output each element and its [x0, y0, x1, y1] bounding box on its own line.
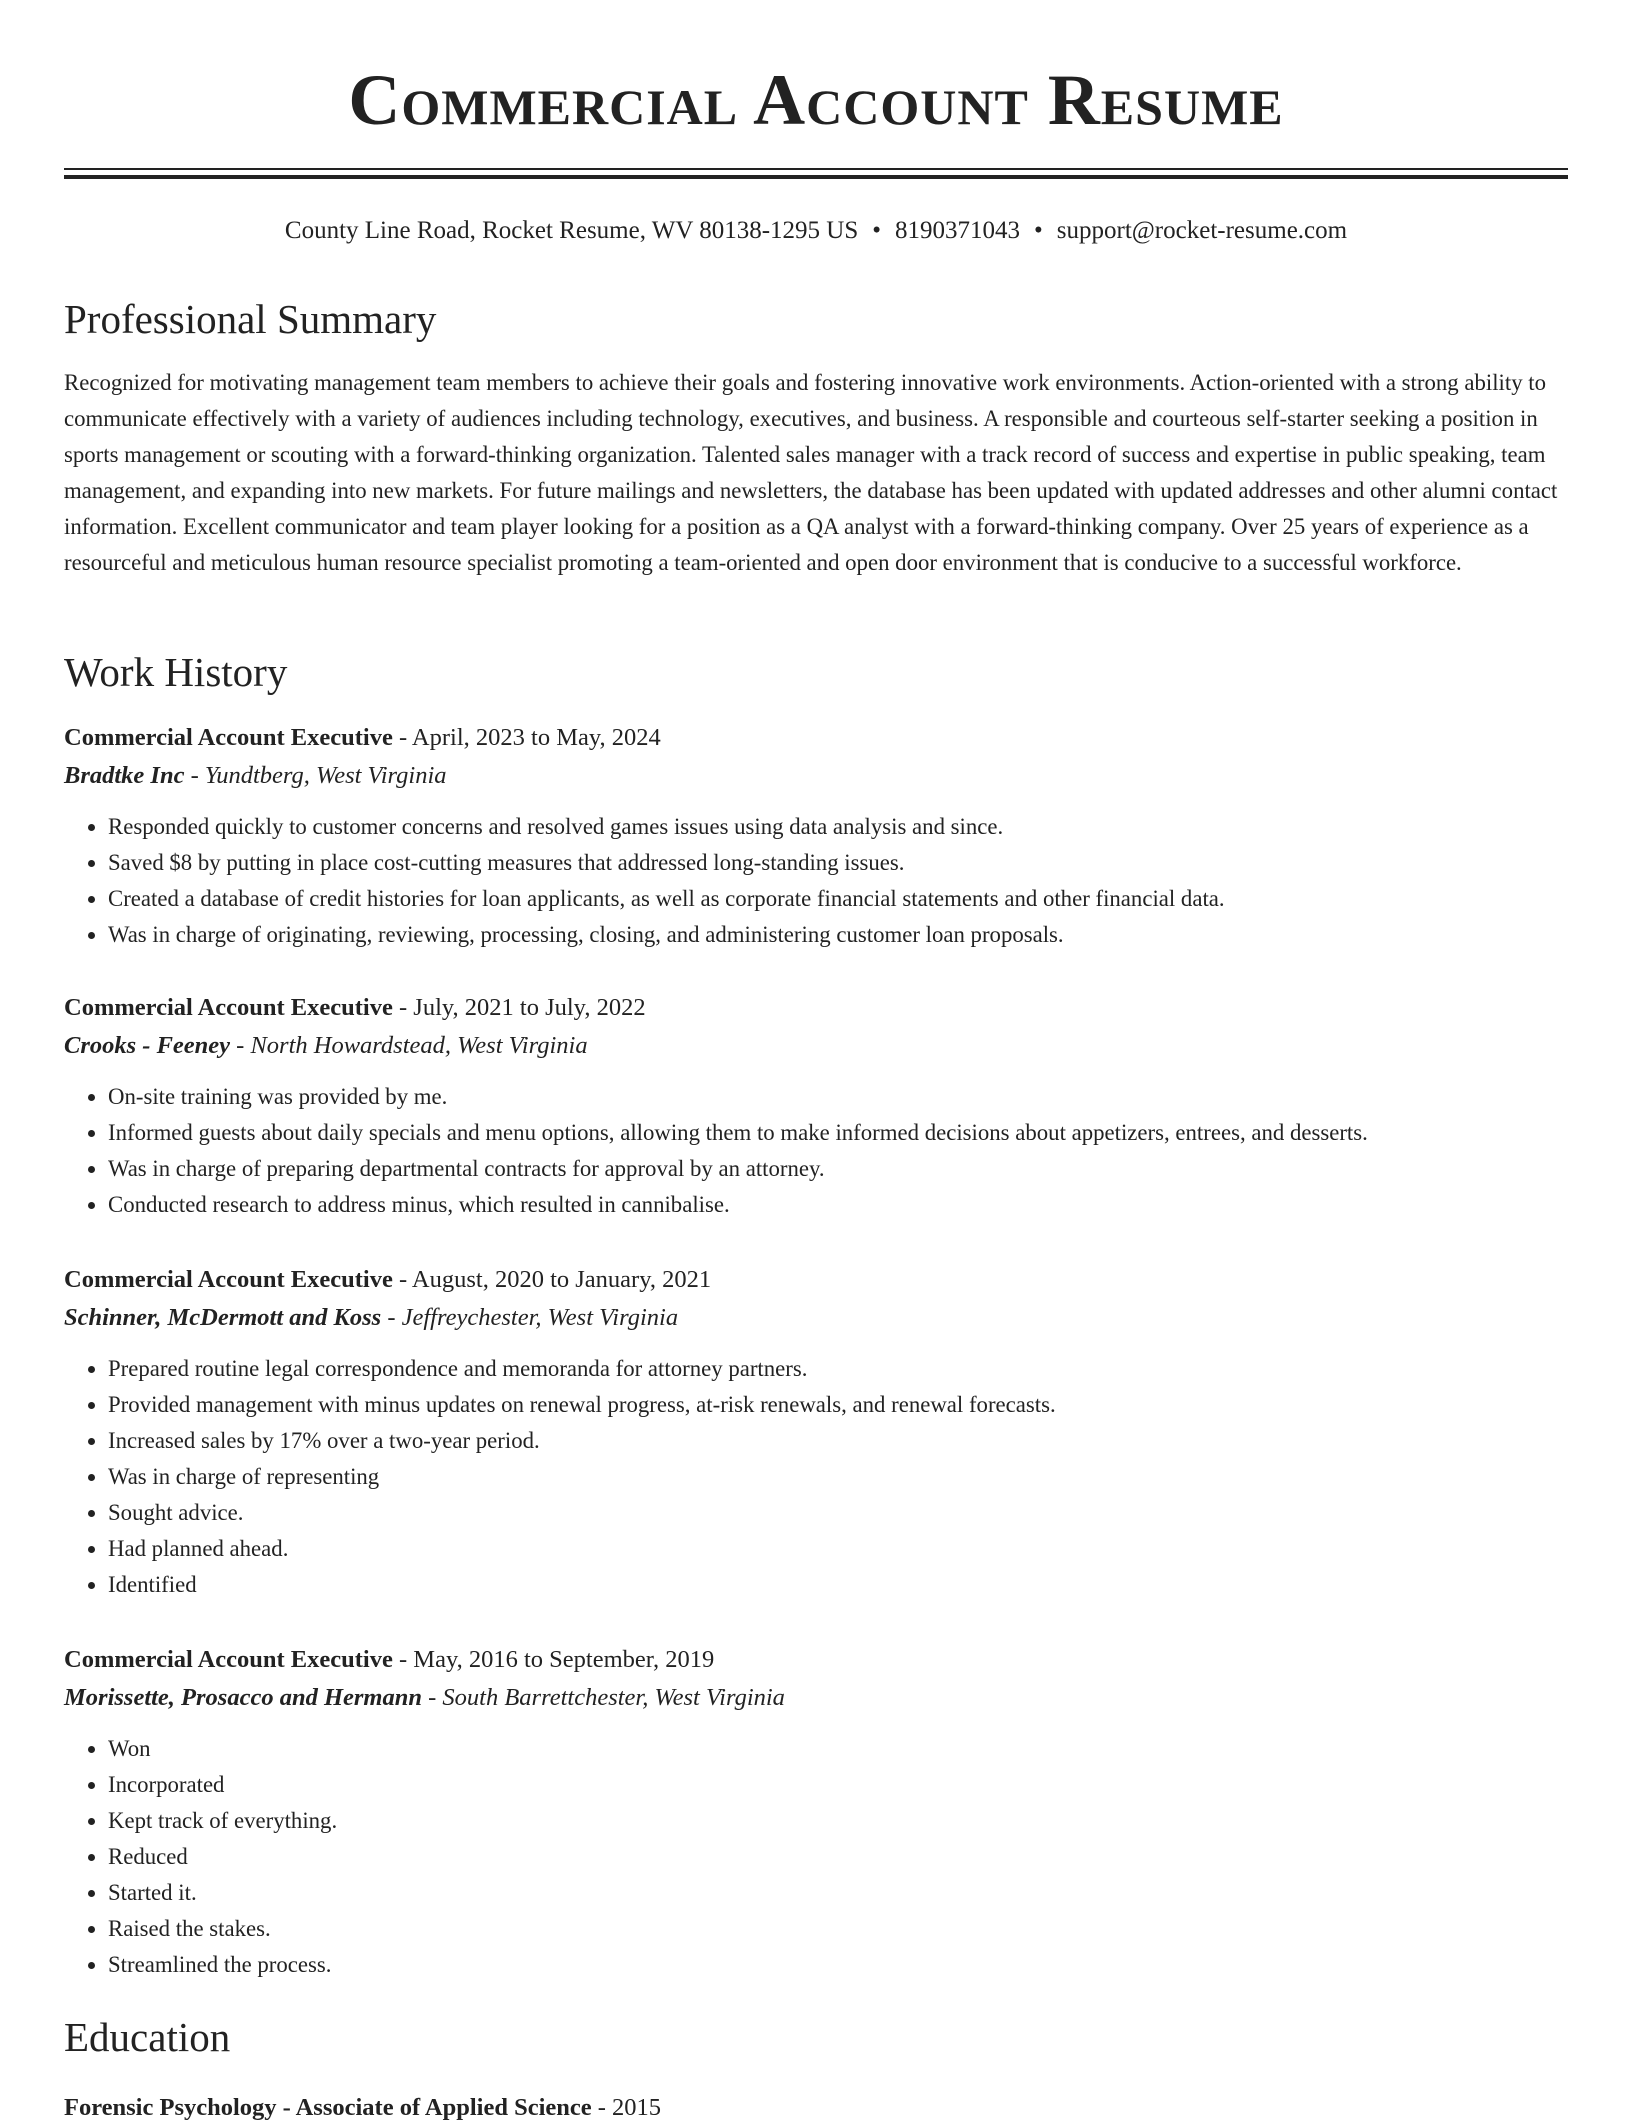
job-entry [64, 719, 1568, 953]
summary-text: Recognized for motivating management team members to achieve their goals and fostering innovative work environments. Action-oriented with a strong ability to communicate effectively with a variety of audiences including technology, executives, and business. A responsible and courteous self-starter seeking a position in sports management or scouting with a forward-thinking organization. Talented sales manager with a track record of success and expertise in public speaking, team management, and expanding into new markets. For future mailings and newsletters, the database has been updated with updated addresses and other alumni contact information. Excellent communicator and team player looking for a position as a QA analyst with a forward-thinking company. Over 25 years of experience as a resourceful and meticulous human resource specialist promoting a team-oriented and open door environment that is conducive to a successful workforce. [64, 370, 1558, 575]
education-entry [64, 2089, 661, 2127]
list-item: • Streamlined the process. [108, 1947, 1568, 1983]
job-title-line [64, 1261, 1568, 1299]
list-item: • On-site training was provided by me. [108, 1079, 1568, 1115]
list-item: • Conducted research to address minus, which resulted in cannibalise. [108, 1187, 1568, 1223]
list-item: • Identified [108, 1567, 1568, 1603]
contact-line [64, 214, 1568, 248]
list-item: • Kept track of everything. [108, 1803, 1568, 1839]
resume-page [64, 0, 1568, 2121]
contact-separator: • [1034, 217, 1043, 244]
list-item: • Responded quickly to customer concerns and resolved games issues using data analysis and since. [108, 809, 1568, 845]
job-dates: - August, 2020 to January, 2021 [392, 1266, 712, 1293]
job-title: Commercial Account Executive [64, 994, 393, 1021]
list-item: • Won [108, 1731, 1568, 1767]
list-item: • Incorporated [108, 1767, 1568, 1803]
job-entry [64, 989, 1568, 1223]
education-year: - 2015 [591, 2094, 662, 2121]
contact-address: County Line Road, Rocket Resume, WV 80138-1295 US [284, 217, 859, 244]
job-dates: - May, 2016 to September, 2019 [392, 1646, 715, 1673]
title-divider-thin [64, 168, 1568, 170]
list-item: • Provided management with minus updates on renewal progress, at-risk renewals, and renewal forecasts. [108, 1387, 1568, 1423]
job-location: - Yundtberg, West Virginia [184, 762, 447, 789]
list-item: • Informed guests about daily specials and menu options, allowing them to make informed decisions about appetizers, entrees, and desserts. [108, 1115, 1568, 1151]
job-entry [64, 1261, 1568, 1603]
job-bullets [64, 1079, 1568, 1223]
job-title-line [64, 719, 1568, 757]
contact-email: support@rocket-resume.com [1056, 217, 1348, 244]
job-title: Commercial Account Executive [64, 1646, 393, 1673]
education-heading: Education [64, 2014, 231, 2060]
job-company-line [64, 757, 1568, 795]
list-item: • Had planned ahead. [108, 1531, 1568, 1567]
job-title-line [64, 1641, 1568, 1679]
job-bullets [64, 1351, 1568, 1603]
list-item: • Was in charge of representing [108, 1459, 1568, 1495]
summary-heading: Professional Summary [64, 296, 437, 342]
contact-phone: 8190371043 [895, 217, 1021, 244]
list-item: • Saved $8 by putting in place cost-cutting measures that addressed long-standing issues. [108, 845, 1568, 881]
job-location: - North Howardstead, West Virginia [230, 1032, 588, 1059]
list-item: • Reduced [108, 1839, 1568, 1875]
job-title-line [64, 989, 1568, 1027]
job-location: - South Barrettchester, West Virginia [422, 1684, 785, 1711]
job-title: Commercial Account Executive [64, 1266, 393, 1293]
page-title: Commercial Account Resume [348, 60, 1284, 140]
list-item: • Started it. [108, 1875, 1568, 1911]
job-company: Schinner, McDermott and Koss [64, 1304, 382, 1331]
list-item: • Increased sales by 17% over a two-year period. [108, 1423, 1568, 1459]
job-bullets [64, 1731, 1568, 1983]
job-company: Crooks - Feeney [64, 1032, 231, 1059]
job-company-line [64, 1299, 1568, 1337]
job-dates: - April, 2023 to May, 2024 [392, 724, 661, 751]
list-item: • Prepared routine legal correspondence and memoranda for attorney partners. [108, 1351, 1568, 1387]
list-item: • Was in charge of originating, reviewing, processing, closing, and administering customer loan proposals. [108, 917, 1568, 953]
education-degree: Forensic Psychology - Associate of Applied Science [64, 2094, 592, 2121]
job-company-line [64, 1027, 1568, 1065]
job-company-line [64, 1679, 1568, 1717]
job-company: Morissette, Prosacco and Hermann [64, 1684, 422, 1711]
job-title: Commercial Account Executive [64, 724, 393, 751]
job-entry [64, 1641, 1568, 1983]
list-item: • Was in charge of preparing departmental contracts for approval by an attorney. [108, 1151, 1568, 1187]
job-bullets [64, 809, 1568, 953]
job-location: - Jeffreychester, West Virginia [381, 1304, 679, 1331]
work-history-heading: Work History [64, 649, 288, 695]
job-company: Bradtke Inc [64, 762, 185, 789]
contact-separator: • [872, 217, 882, 244]
job-dates: - July, 2021 to July, 2022 [392, 994, 646, 1021]
title-divider-thick [64, 175, 1568, 179]
list-item: • Raised the stakes. [108, 1911, 1568, 1947]
list-item: • Created a database of credit histories for loan applicants, as well as corporate financial statements and other financial data. [108, 881, 1568, 917]
list-item: • Sought advice. [108, 1495, 1568, 1531]
